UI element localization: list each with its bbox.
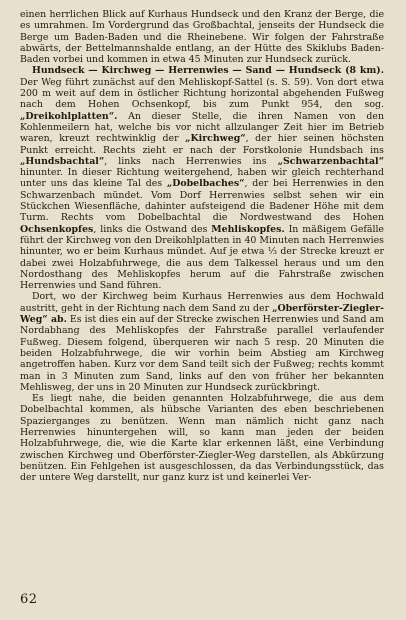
paragraph [20, 9, 384, 65]
text-run: An dieser Stelle, die ihren Namen von den Kohlenmeilern hat, welche bis vor nicht allzulanger Zeit hier im Betrieb waren, kreuzt rechtwinklig der [20, 110, 384, 145]
text-run: Der Weg führt zunächst auf den Mehliskopf-Sattel (s. S. 59). Von dort etwa 200 m weit auf dem in östlicher Richtung horizontal abgehenden Fußweg nach dem Hohen Ochsenkopf, bis zum Punkt 954, den sog. [20, 76, 384, 111]
bold-text: „Dreikohlplatten“. [20, 110, 118, 122]
paragraph [20, 393, 384, 483]
body-text [20, 9, 384, 483]
bold-text: Ochsenkopfes [20, 223, 94, 235]
text-run: In mäßigem Gefälle führt der Kirchweg von den Dreikohlplatten in 40 Minuten nach Herrenwies hinunter, wo er beim Kurhaus mündet. Auf je etwa ⅓ der Strecke kreuzt er dabei zwei Holzabfuhrwege, die aus dem Talkessel heraus und um den Nordosthang des Mehliskopfes herum auf die Fahrstraße zwischen Herrenwies und Sand führen. [20, 223, 384, 292]
text-run: , der bei Herrenwies in den Schwarzenbach mündet. Vom Dorf Herrenwies selbst sehen wir ein Stückchen Wiesenfläche, dahinter aufsteigend die Badener Höhe mit dem Turm. Rechts vom Dobelbachtal die Nordwestwand des Hohen [20, 178, 384, 224]
text-run: hinunter. In dieser Richtung weitergehend, haben wir gleich rechterhand unter uns das kleine Tal des [20, 167, 384, 190]
text-run: , der hier seinen höchsten Punkt erreicht. Rechts zieht er nach der Forstkolonie Hundsbach ins [20, 133, 384, 156]
paragraph [20, 291, 384, 393]
text-run: , links die Ostwand des [93, 223, 212, 235]
bold-text: „Dobelbaches“ [166, 178, 245, 190]
page-number: 62 [20, 592, 38, 607]
paragraph [20, 65, 384, 291]
text-run: Es liegt nahe, die beiden genannten Holzabfuhrwege, die aus dem Dobelbachtal kommen, als hübsche Varianten des eben beschriebenen Spazierganges zu benützen. Wenn man nämlich nicht ganz nach Herrenwies hinuntergehen will, so kann man jeden der beiden Holzabfuhrwege, die, wie die Karte klar erkennen läßt, eine Verbindung zwischen Kirchweg und Oberförster-Ziegler-Weg darstellen, als Abkürzung benützen. Ein Fehlgehen ist ausgeschlossen, da das Verbindungsstück, das der untere Weg darstellt, nur ganz kurz ist und keinerlei Ver- [20, 393, 384, 484]
bold-text: Mehliskopfes. [211, 223, 285, 235]
bold-text: „Hundsbachtal“ [20, 155, 105, 167]
bold-text: „Schwarzenbachtal“ [277, 155, 384, 167]
bold-text: „Oberförster-Ziegler-Weg“ ab. [20, 302, 384, 326]
text-run: , links nach Herrenwies ins [104, 155, 278, 167]
text-run: einen herrlichen Blick auf Kurhaus Hundseck und den Kranz der Berge, die es umrahmen. Im Vordergrund das Großbachtal, jenseits der Hundseck die Berge um Baden-Baden und die Rheinebene. Wir folgen der Fahrstraße abwärts, der Bettelmannshalde entlang, an der Hütte des Skiklubs Baden-Baden vorbei und kommen in etwa 45 Minuten zur Hundseck zurück. [20, 9, 384, 66]
bold-text: Hundseck — Kirchweg — Herrenwies — Sand — Hundseck (8 km). [32, 65, 384, 77]
bold-text: „Kirchweg“ [185, 133, 246, 145]
text-run: Es ist dies ein auf der Strecke zwischen Herrenwies und Sand am Nordabhang des Mehliskopfes der Fahrstraße parallel verlaufender Fußweg. Diesem folgend, überqueren wir nach 5 resp. 20 Minuten die beiden Holzabfuhrwege, die wir vorhin beim Abstieg am Kirchweg angetroffen haben. Kurz vor dem Sand teilt sich der Fußweg; rechts kommt man in 3 Minuten zum Sand, links auf den von früher her bekannten Mehlisweg, der uns in 20 Minuten zur Hundseck zurückbringt. [20, 314, 384, 393]
text-run: Dort, wo der Kirchweg beim Kurhaus Herrenwies aus dem Hochwald austritt, geht in der Richtung nach dem Sand zu der [20, 291, 384, 314]
